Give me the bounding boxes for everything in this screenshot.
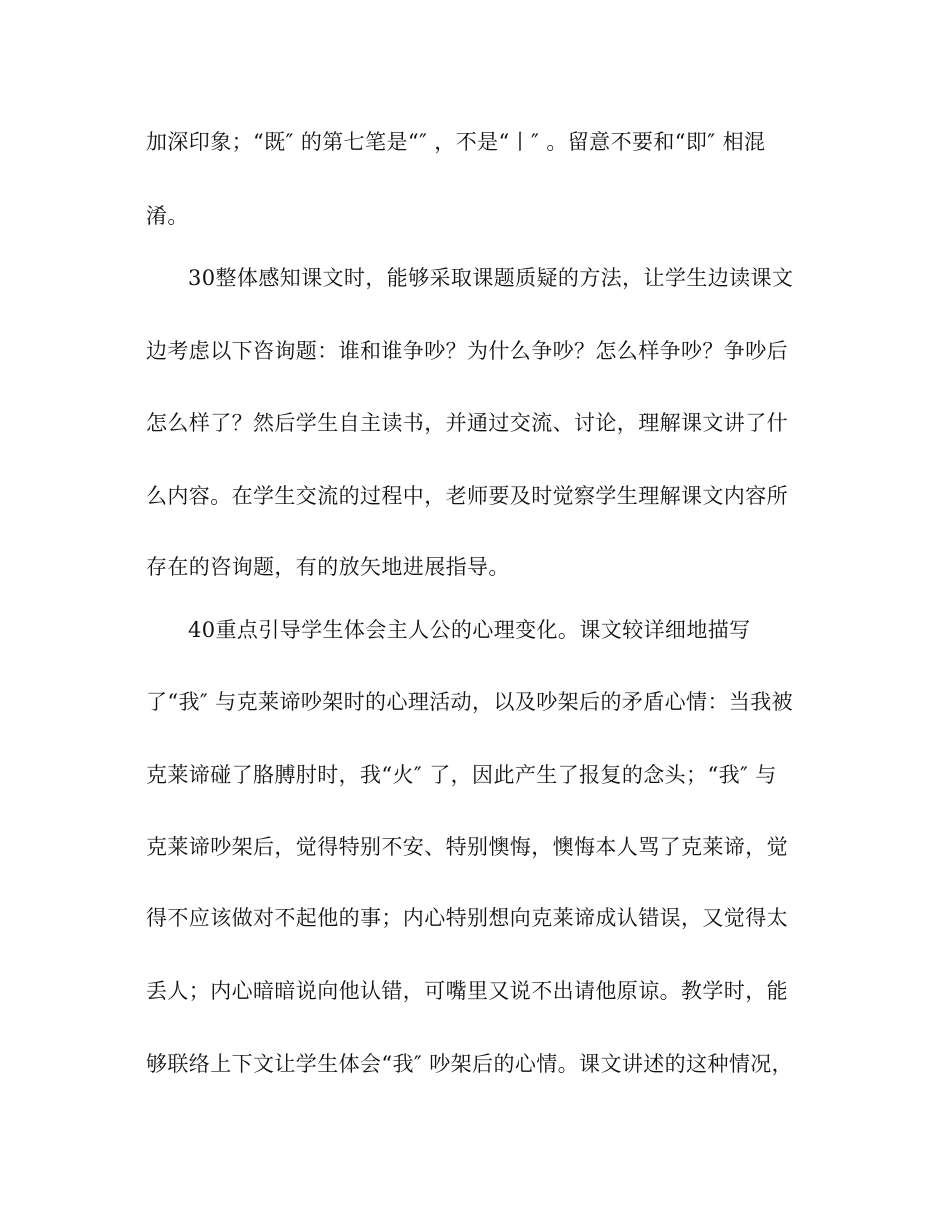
- text-line: 得不应该做对不起他的事；内心特别想向克莱谛成认错误，又觉得太: [146, 906, 788, 930]
- text-line: 么内容。在学生交流的过程中，老师要及时觉察学生理解课文内容所: [146, 484, 788, 508]
- text-line: 存在的咨询题，有的放矢地进展指导。: [146, 555, 510, 579]
- text-line: 淆。: [146, 204, 189, 228]
- paragraph-3-start: 30整体感知课文时，能够采取课题质疑的方法，让学生边读课文: [188, 266, 794, 290]
- text-line: 克莱谛碰了胳膊肘时，我“火″ 了，因此产生了报复的念头；“我″ 与: [146, 763, 777, 787]
- text-line: 丢人；内心暗暗说向他认错，可嘴里又说不出请他原谅。教学时，能: [146, 979, 788, 1003]
- text-line: 加深印象；“既″ 的第七笔是“″ ，不是“丨″ 。留意不要和“即″ 相混: [146, 130, 766, 154]
- text-line: 够联络上下文让学生体会“我″ 吵架后的心情。课文讲述的这种情况，: [146, 1052, 794, 1076]
- text-line: 边考虑以下咨询题：谁和谁争吵？为什么争吵？怎么样争吵？争吵后: [146, 339, 788, 363]
- text-line: 克莱谛吵架后，觉得特别不安、特别懊悔，懊悔本人骂了克莱谛，觉: [146, 835, 788, 859]
- text-line: 怎么样了？然后学生自主读书，并通过交流、讨论，理解课文讲了什: [146, 411, 788, 435]
- paragraph-4-start: 40重点引导学生体会主人公的心理变化。课文较详细地描写: [188, 618, 751, 642]
- text-line: 了“我″ 与克莱谛吵架时的心理活动，以及吵架后的矛盾心情：当我被: [146, 690, 794, 714]
